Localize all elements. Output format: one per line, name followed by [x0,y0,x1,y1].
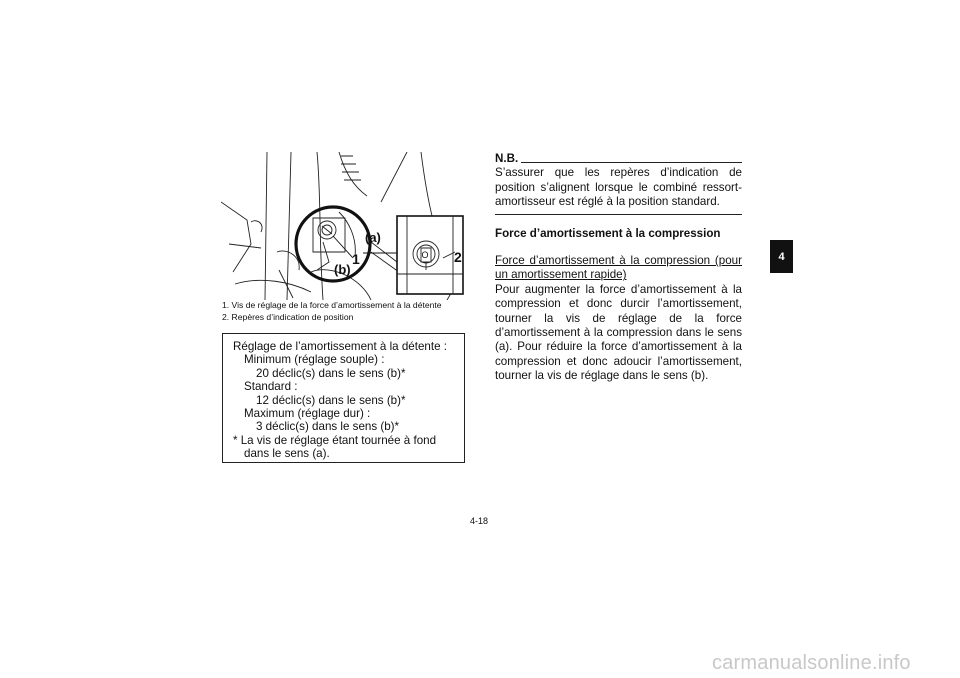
figure-captions [222,299,472,323]
spec-title: Réglage de l’amortissement à la détente : [233,340,447,353]
label-callout-1: 1 [352,251,360,267]
caption-1: 1. Vis de réglage de la force d’amortissement à la détente [222,300,442,310]
note-text: S’assurer que les repères d’indication de position s’alignent lorsque le combiné ressort-amortisseur est réglé à la position standard. [495,166,742,209]
label-direction-b: (b) [334,262,351,277]
spec-minimum-value: 20 déclic(s) dans le sens (b)* [256,366,406,380]
section-subheading: Force d’amortissement à la compression (pour un amortissement rapide) [495,254,742,282]
label-direction-a: (a) [365,230,381,245]
spec-standard-value: 12 déclic(s) dans le sens (b)* [256,393,406,407]
note-bottom-rule [495,214,742,215]
page-number: 4-18 [470,516,489,526]
note-label: N.B. [495,152,519,165]
spec-minimum-label: Minimum (réglage souple) : [244,353,385,367]
illustration-svg [221,152,467,300]
spec-maximum-value: 3 déclic(s) dans le sens (b)* [256,420,400,434]
spec-standard-label: Standard : [244,380,298,394]
section-title: Force d’amortissement à la compression [495,226,721,240]
svg-text:O: O [421,250,429,260]
shock-absorber-illustration [221,152,467,300]
right-column [495,152,742,384]
rebound-damping-spec-box [222,333,465,463]
section-body: Pour augmenter la force d’amortissement à la compression et donc durcir l’amortissement, tourner la vis de réglage de la force d’amortissement à la compression dans le sens (a). Pour réduire la force d’amortissement à la compression et donc adoucir l’amortissement, tourner la vis de réglage dans le sens (b). [495,282,742,383]
note-header [495,152,742,166]
spec-footnote: * La vis de réglage étant tournée à fond dans le sens (a). [233,433,437,461]
caption-2: 2. Repères d’indication de position [222,312,354,322]
watermark: carmanualsonline.info [712,652,911,674]
spec-maximum-label: Maximum (réglage dur) : [244,407,371,421]
label-callout-2: 2 [454,249,462,265]
note-top-rule [521,162,742,163]
chapter-tab: 4 [770,240,793,273]
